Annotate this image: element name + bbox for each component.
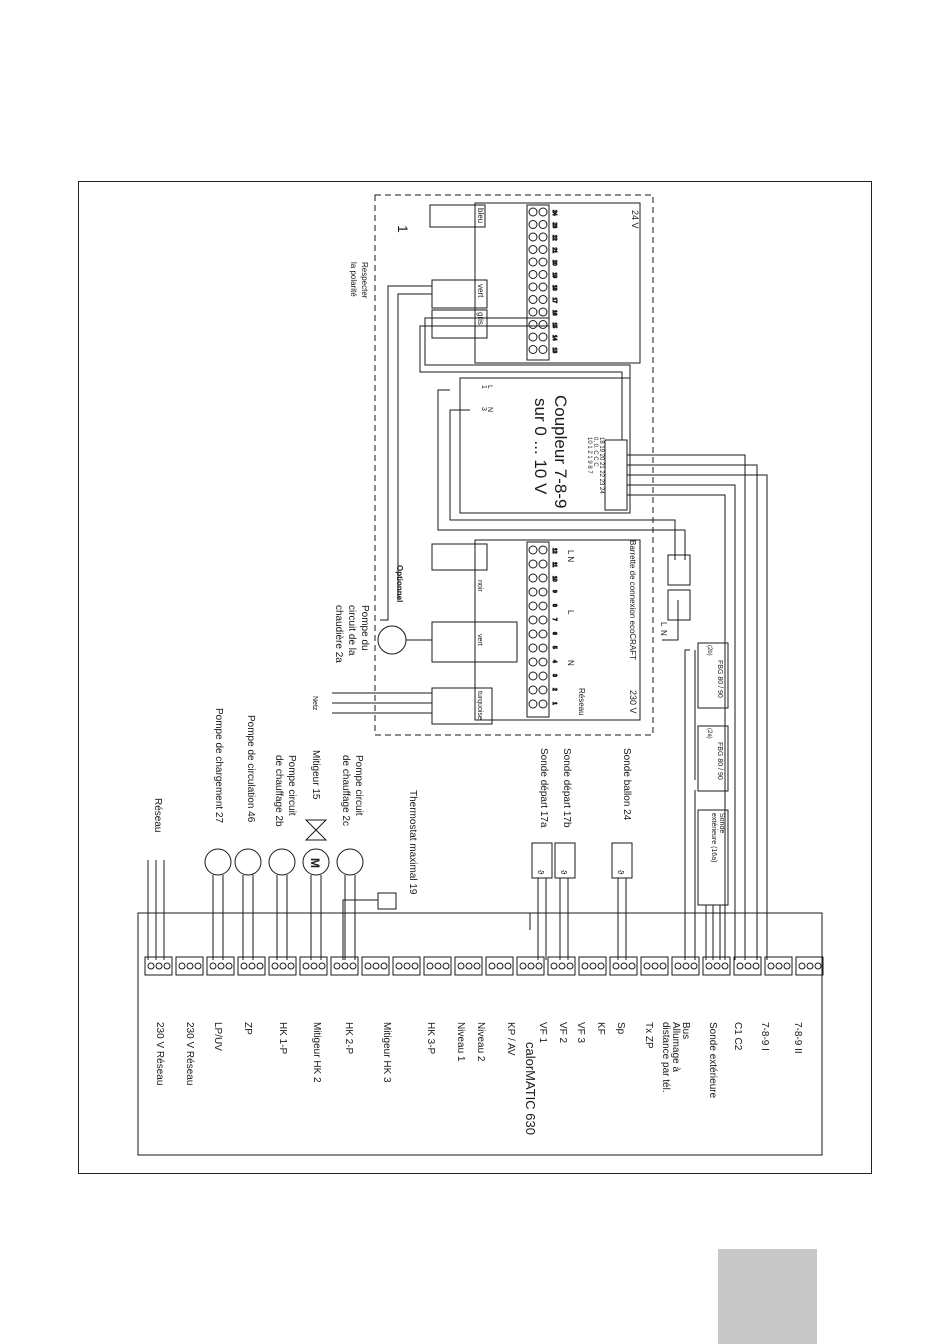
device-2b-label-1: Pompe circuit [286, 755, 297, 816]
coupler-title-2: sur 0 ... 10 V [531, 398, 550, 495]
thermostat-box [378, 893, 396, 909]
terminal-screw [539, 221, 547, 229]
terminal-number: 3 [551, 674, 557, 677]
controller-label-left: 230 V Réseau [154, 1022, 165, 1086]
terminal-number: 4 [551, 660, 557, 663]
controller-terminal-screw [582, 963, 588, 969]
fbg-2a-name: FBG 80 / 90 [716, 742, 723, 780]
fbg-2b-name: FBG 80 / 90 [716, 660, 723, 698]
controller-terminal-screw [567, 963, 573, 969]
ecocraft-network: Réseau [577, 688, 586, 716]
controller-terminal-screw [241, 963, 247, 969]
controller-terminal-screw [311, 963, 317, 969]
controller-terminal-screw [644, 963, 650, 969]
controller-terminal-screw [520, 963, 526, 969]
ecocraft-dashed-boundary [375, 195, 653, 735]
controller-terminal-screw [148, 963, 154, 969]
terminal-screw [529, 616, 537, 624]
device-2c-label-2: de chauffage 2c [340, 755, 351, 826]
controller-terminal-screw [559, 963, 565, 969]
netz-lines [332, 693, 432, 713]
terminal-screw [529, 296, 537, 304]
controller-terminal-screw [768, 963, 774, 969]
ecocraft-ln-label: L N [566, 550, 575, 563]
terminal-screw [529, 283, 537, 291]
controller-terminal-screw [280, 963, 286, 969]
terminal-screw [539, 321, 547, 329]
controller-terminal-block [703, 957, 730, 975]
terminal-screw [529, 672, 537, 680]
controller-terminal-screw [784, 963, 790, 969]
coupler-power-1: 1 [480, 385, 487, 389]
device-15-label: Mitigeur 15 [310, 750, 321, 800]
connector-gris-label: gris [476, 312, 485, 325]
terminal-screw [529, 630, 537, 638]
controller-terminal-screw [745, 963, 751, 969]
cable-plug-1 [668, 555, 690, 585]
connector-noir-label: noir [476, 580, 483, 592]
controller-terminal-screw [722, 963, 728, 969]
coupler-terminal-block [605, 440, 627, 510]
controller-terminal-block [517, 957, 544, 975]
controller-terminal-block [145, 957, 172, 975]
controller-label-left: HK 2-P [343, 1022, 354, 1055]
pump-46-symbol [235, 849, 261, 875]
coupler-terminal-row-3: 10 1 2 1 9 8 7 [586, 437, 592, 474]
terminal-screw [529, 233, 537, 241]
boiler-pump-symbol [378, 626, 406, 654]
terminal-number: 7 [551, 618, 557, 621]
terminal-screw [539, 333, 547, 341]
terminal-screw [529, 602, 537, 610]
controller-label-left: 230 V Réseau [184, 1022, 195, 1086]
fbg-2a-code: (2a) [706, 728, 712, 739]
controller-terminal-screw [210, 963, 216, 969]
controller-terminal-screw [187, 963, 193, 969]
fbg-2b-code: (2b) [706, 645, 712, 656]
connector-vert-label: vert [476, 284, 485, 298]
controller-terminal-block [765, 957, 792, 975]
terminal-number: 21 [551, 247, 557, 254]
controller-terminal-screw [714, 963, 720, 969]
controller-label-right: 7-8-9 I [759, 1022, 770, 1051]
controller-terminal-block [207, 957, 234, 975]
controller-terminal-screw [435, 963, 441, 969]
sensor-17b-symbol: ϑ [559, 870, 568, 875]
controller-label-right: KF [595, 1022, 606, 1035]
controller-terminal-screw [249, 963, 255, 969]
controller-label-right: C1 C2 [732, 1022, 743, 1051]
lower-device-wires [213, 875, 355, 960]
controller-label-left: HK 3-P [425, 1022, 436, 1055]
controller-terminal-block [796, 957, 823, 975]
terminal-screw [529, 686, 537, 694]
device-27-label: Pompe de chargement 27 [213, 708, 224, 824]
controller-terminal-screw [195, 963, 201, 969]
coupler-power-3: 3 [480, 407, 487, 411]
terminal-screw [539, 686, 547, 694]
terminal-screw [529, 546, 537, 554]
terminal-number: 2 [551, 688, 557, 691]
controller-name: calorMATIC 630 [523, 1042, 538, 1135]
controller-terminal-screw [807, 963, 813, 969]
terminal-screw [539, 700, 547, 708]
netz-label: Netz [311, 696, 318, 711]
controller-label-right: Sp [615, 1022, 626, 1035]
controller-terminal-screw [156, 963, 162, 969]
controller-label-left: ZP [242, 1022, 253, 1035]
ecocraft-terminal-strip [527, 542, 549, 717]
ecocraft-strip-title: Barrette de connexion ecoCRAFT [628, 540, 637, 661]
controller-terminal-screw [412, 963, 418, 969]
sensor-17a-symbol: ϑ [536, 870, 545, 875]
controller-terminal-screw [528, 963, 534, 969]
terminal-number: 14 [551, 335, 557, 341]
controller-terminal-block [610, 957, 637, 975]
thermostat-label: Thermostat maximal 19 [407, 790, 418, 895]
sensor-ballon-symbol: ϑ [616, 870, 625, 875]
optional-label: Optionnel [395, 565, 404, 603]
cable-label-l: L [659, 622, 668, 627]
controller-terminal-screw [629, 963, 635, 969]
terminal-screw [529, 271, 537, 279]
controller-label-right: Bus [680, 1022, 691, 1040]
terminal-screw [539, 616, 547, 624]
controller-terminal-screw [218, 963, 224, 969]
mixer-15-valve [306, 820, 326, 840]
terminal-number: 18 [551, 285, 557, 291]
controller-terminal-screw [226, 963, 232, 969]
terminal-screw [539, 546, 547, 554]
controller-terminal-screw [683, 963, 689, 969]
terminal-screw [529, 221, 537, 229]
controller-terminal-screw [443, 963, 449, 969]
terminal-number: 22 [551, 235, 557, 241]
cable-plug-2 [668, 590, 690, 620]
terminal-screw [539, 644, 547, 652]
device-2b-label-2: de chauffage 2b [273, 755, 284, 827]
controller-terminal-screw [598, 963, 604, 969]
controller-label-right: 7-8-9 II [792, 1022, 803, 1054]
controller-terminal-screw [652, 963, 658, 969]
controller-label-right: Tx ZP [643, 1022, 654, 1049]
controller-terminal-block [176, 957, 203, 975]
controller-label-right: VF 3 [575, 1022, 586, 1044]
terminal-screw [539, 602, 547, 610]
controller-terminal-block [269, 957, 296, 975]
wire-bus-3 [627, 475, 767, 960]
terminal-screw [529, 346, 537, 354]
controller-label-left: Niveau 1 [455, 1022, 466, 1062]
boiler-pump-label-1: Pompe du [359, 605, 370, 651]
controller-terminal-block [300, 957, 327, 975]
coupler-terminal-row-1: 18 19 20 21 22 23 24 [598, 437, 604, 494]
device-46-label: Pompe de circulation 46 [245, 715, 256, 823]
controller-label-right: Allumage à [670, 1022, 681, 1073]
controller-terminal-screw [497, 963, 503, 969]
connector-noir [432, 544, 487, 570]
terminal-screw [529, 700, 537, 708]
connector-turquoise-label: turquoise [476, 691, 483, 720]
terminal-number: 23 [551, 222, 557, 229]
controller-terminal-screw [179, 963, 185, 969]
terminal-screw [539, 588, 547, 596]
terminal-screw [539, 308, 547, 316]
terminal-screw [539, 246, 547, 254]
terminal-screw [539, 271, 547, 279]
sensor-17a-label: Sonde départ 17a [538, 748, 549, 828]
terminal-screw [529, 258, 537, 266]
controller-terminal-screw [691, 963, 697, 969]
terminal-screw [529, 308, 537, 316]
terminal-screw [539, 574, 547, 582]
terminal-number: 9 [551, 590, 557, 593]
outdoor-sensor-label-1: Sonde [718, 813, 725, 834]
sensor-wires [538, 878, 626, 960]
controller-label-left: Mitigeur HK 3 [381, 1022, 392, 1083]
controller-terminal-block [455, 957, 482, 975]
mains-label: Réseau [152, 798, 163, 833]
pump-2c-symbol [337, 849, 363, 875]
ecocraft-l-label: L [566, 610, 575, 615]
controller-terminal-screw [706, 963, 712, 969]
controller-terminal-screw [288, 963, 294, 969]
module-24v-voltage: 24 V [630, 210, 640, 229]
controller-terminal-screw [272, 963, 278, 969]
pump-27-symbol [205, 849, 231, 875]
controller-terminal-screw [334, 963, 340, 969]
controller-terminal-screw [350, 963, 356, 969]
controller-terminal-screw [675, 963, 681, 969]
boiler-pump-label-2: circuit de la [346, 605, 357, 656]
terminal-number: 5 [551, 646, 557, 649]
cable-label-n: N [659, 630, 668, 636]
controller-terminal-screw [373, 963, 379, 969]
controller-terminal-block [424, 957, 451, 975]
sensor-17b-label: Sonde départ 17b [561, 748, 572, 828]
wire-polarity-2 [398, 294, 432, 600]
coupler-terminal-row-2: 0. 0. C C C [592, 437, 598, 467]
controller-terminal-screw [613, 963, 619, 969]
connector-bleu-label: bleu [476, 208, 485, 224]
terminal-screw [529, 208, 537, 216]
controller-terminal-screw [776, 963, 782, 969]
controller-terminal-screw [458, 963, 464, 969]
terminal-screw [539, 233, 547, 241]
terminal-screw [539, 296, 547, 304]
controller-label-right: VF 1 [537, 1022, 548, 1044]
terminal-number: 13 [551, 347, 557, 354]
sensor-ballon-label: Sonde ballon 24 [621, 748, 632, 821]
controller-terminal-block [486, 957, 513, 975]
coupler-power-l: L [486, 385, 493, 389]
terminal-screw [529, 574, 537, 582]
pump-2b-symbol [269, 849, 295, 875]
terminal-screw [529, 333, 537, 341]
terminal-screw [539, 672, 547, 680]
terminal-number: 16 [551, 310, 557, 316]
controller-terminal-screw [404, 963, 410, 969]
terminal-screw [539, 658, 547, 666]
controller-label-left: KP / AV [505, 1022, 516, 1056]
controller-terminal-screw [505, 963, 511, 969]
wire-bus-4 [627, 485, 735, 960]
device-15-symbol: M [308, 858, 322, 868]
outdoor-sensor-label-2: extérieure (16a) [710, 813, 717, 863]
coupler-title-1: Coupleur 7-8-9 [551, 395, 570, 509]
wire-bus-2 [627, 465, 757, 960]
ecocraft-voltage: 230 V [628, 690, 638, 714]
terminal-screw [539, 283, 547, 291]
controller-terminal-block [362, 957, 389, 975]
ecocraft-n-label: N [566, 660, 575, 666]
polarity-note-1: Respecter [360, 262, 369, 299]
terminal-screw [529, 644, 537, 652]
mains-lines [148, 860, 164, 960]
terminal-screw [539, 258, 547, 266]
terminal-screw [539, 630, 547, 638]
wire-polarity-1 [380, 286, 432, 620]
controller-terminal-screw [489, 963, 495, 969]
controller-terminal-screw [396, 963, 402, 969]
controller-label-left: LP/UV [212, 1022, 223, 1051]
controller-terminal-screw [365, 963, 371, 969]
coupler-power-n: N [486, 407, 493, 413]
controller-terminal-screw [590, 963, 596, 969]
controller-label-right: Sonde extérieure [707, 1022, 718, 1099]
controller-terminal-screw [164, 963, 170, 969]
controller-label-left: HK 1-P [277, 1022, 288, 1055]
device-2c-label-1: Pompe circuit [353, 755, 364, 816]
controller-terminal-screw [799, 963, 805, 969]
controller-terminal-screw [660, 963, 666, 969]
terminal-screw [529, 560, 537, 568]
controller-terminal-screw [474, 963, 480, 969]
controller-terminal-screw [753, 963, 759, 969]
controller-terminal-screw [342, 963, 348, 969]
terminal-number: 20 [551, 260, 557, 266]
controller-label-left: Niveau 2 [475, 1022, 486, 1062]
terminal-number: 17 [551, 297, 557, 304]
controller-label-left: Mitigeur HK 2 [311, 1022, 322, 1083]
controller-terminal-screw [621, 963, 627, 969]
controller-terminal-screw [303, 963, 309, 969]
controller-terminal-screw [427, 963, 433, 969]
terminal-screw [529, 321, 537, 329]
terminal-number: 11 [551, 562, 557, 568]
controller-terminal-screw [381, 963, 387, 969]
terminal-screw [529, 658, 537, 666]
controller-terminal-block [641, 957, 668, 975]
controller-label-right: VF 2 [557, 1022, 568, 1044]
terminal-number: 15 [551, 322, 557, 329]
controller-terminal-block [238, 957, 265, 975]
controller-label-right: distance par tél. [660, 1022, 671, 1093]
controller-terminal-screw [257, 963, 263, 969]
controller-terminal-block [548, 957, 575, 975]
polarity-note-2: la polarité [349, 262, 358, 297]
terminal-number: 6 [551, 632, 557, 635]
connector-vert2-label: vert [476, 634, 483, 646]
terminal-number: 1 [551, 702, 557, 705]
terminal-number: 12 [551, 548, 557, 554]
boiler-pump-label-3: chaudière 2a [333, 605, 344, 663]
controller-terminal-screw [551, 963, 557, 969]
terminal-number: 8 [551, 604, 557, 607]
terminal-number: 10 [551, 576, 557, 582]
controller-terminal-block [579, 957, 606, 975]
terminal-screw [529, 588, 537, 596]
terminal-screw [539, 346, 547, 354]
callout-number: 1 [395, 225, 411, 233]
controller-terminal-screw [319, 963, 325, 969]
controller-terminal-screw [466, 963, 472, 969]
controller-terminal-screw [737, 963, 743, 969]
terminal-number: 19 [551, 272, 557, 279]
controller-terminal-screw [815, 963, 821, 969]
terminal-screw [539, 208, 547, 216]
thermostat-wire [343, 900, 378, 960]
module-24v-terminal-strip [527, 205, 549, 360]
controller-terminal-block [393, 957, 420, 975]
controller-terminal-screw [536, 963, 542, 969]
terminal-number: 24 [551, 210, 557, 216]
terminal-screw [529, 246, 537, 254]
terminal-screw [539, 560, 547, 568]
